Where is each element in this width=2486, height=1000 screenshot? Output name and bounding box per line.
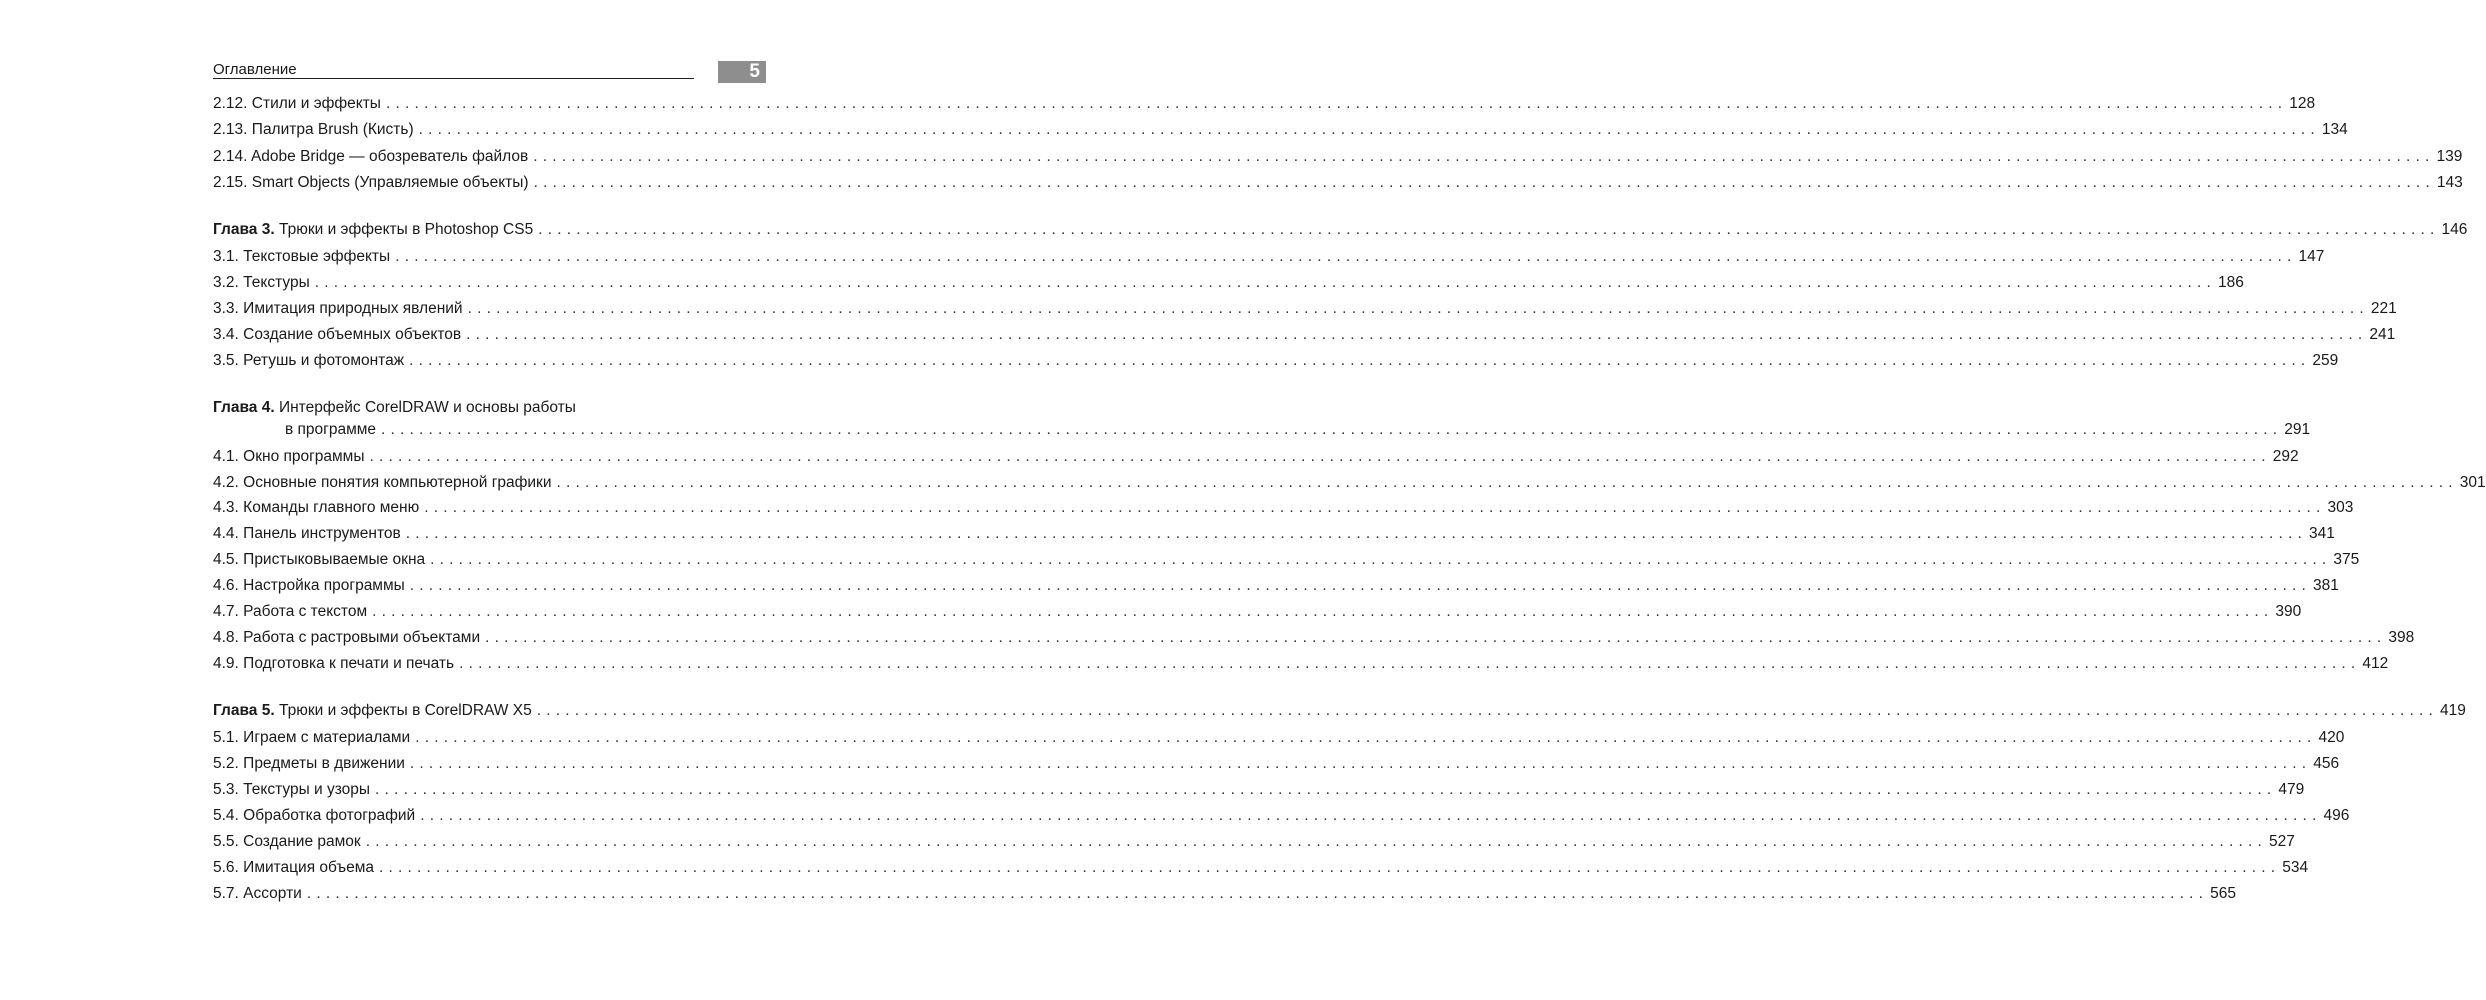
- toc-page-number: 419: [2439, 702, 2466, 719]
- toc-page-number: 303: [2327, 499, 2354, 516]
- toc-entry: [213, 247, 2325, 267]
- dot-leader: ........................................................................................................................................................................................................: [409, 755, 2312, 772]
- toc-entry-label: 2.14. Adobe Bridge — обозреватель файлов: [213, 148, 529, 165]
- dot-leader: ........................................................................................................................................................................................................: [378, 859, 2281, 876]
- toc-entry: [213, 602, 2302, 622]
- toc-chapter-label: Глава 5. Трюки и эффекты в CorelDRAW X5: [213, 702, 532, 719]
- toc-chapter-entry: [213, 398, 765, 418]
- toc-page-number: 375: [2333, 551, 2360, 568]
- toc-entry-label: 3.2. Текстуры: [213, 274, 310, 291]
- toc-page-number: 128: [2289, 95, 2316, 112]
- dot-leader: ........................................................................................................................................................................................................: [556, 474, 2458, 491]
- dot-leader: ........................................................................................................................................................................................................: [381, 421, 2283, 438]
- dot-leader: ........................................................................................................................................................................................................: [418, 121, 2320, 138]
- toc-entry-label: 4.4. Панель инструментов: [213, 525, 401, 542]
- toc-chapter-entry: [213, 220, 2468, 240]
- toc-page-number: 221: [2370, 300, 2397, 317]
- toc-entry: [213, 273, 2244, 293]
- toc-entry-label: 5.2. Предметы в движении: [213, 755, 405, 772]
- dot-leader: ........................................................................................................................................................................................................: [467, 300, 2369, 317]
- toc-page-number: 147: [2298, 248, 2325, 265]
- toc-entry-label: 4.6. Настройка программы: [213, 577, 405, 594]
- toc-page-number: 301: [2459, 474, 2486, 491]
- toc-entry-label: 4.2. Основные понятия компьютерной графики: [213, 474, 552, 491]
- toc-entry: [213, 147, 2463, 167]
- toc-entry: [213, 94, 2316, 114]
- toc-entry-label: 3.5. Ретушь и фотомонтаж: [213, 352, 405, 369]
- toc-entry-label: 3.4. Создание объемных объектов: [213, 326, 462, 343]
- dot-leader: ........................................................................................................................................................................................................: [538, 221, 2440, 238]
- toc-page-number: 146: [2441, 221, 2468, 238]
- toc-entry-label: 4.3. Команды главного меню: [213, 499, 420, 516]
- dot-leader: ........................................................................................................................................................................................................: [536, 702, 2438, 719]
- dot-leader: ........................................................................................................................................................................................................: [409, 352, 2311, 369]
- toc-chapter-label: Глава 4. Интерфейс CorelDRAW и основы работы: [213, 399, 576, 416]
- toc-page-number: 341: [2309, 525, 2335, 542]
- toc-page-number: 527: [2268, 833, 2295, 850]
- dot-leader: ........................................................................................................................................................................................................: [533, 174, 2435, 191]
- dot-leader: ........................................................................................................................................................................................................: [485, 629, 2387, 646]
- toc-page-number: 381: [2313, 577, 2339, 594]
- dot-leader: ........................................................................................................................................................................................................: [314, 274, 2216, 291]
- toc-page-number: 398: [2388, 629, 2415, 646]
- toc-page-number: 186: [2218, 274, 2244, 291]
- toc-entry-label: 5.4. Обработка фотографий: [213, 807, 416, 824]
- dot-leader: ........................................................................................................................................................................................................: [385, 95, 2288, 112]
- page-number-badge: 5: [718, 61, 766, 83]
- toc-page-number: 534: [2282, 859, 2309, 876]
- toc-page-number: 143: [2436, 174, 2463, 191]
- toc-entry-label: 2.15. Smart Objects (Управляемые объекты): [213, 174, 529, 191]
- toc-entry-label: 5.1. Играем с материалами: [213, 729, 411, 746]
- toc-page-number: 139: [2436, 148, 2463, 165]
- toc-entry-label: 4.1. Окно программы: [213, 448, 365, 465]
- toc-entry: [213, 550, 2360, 570]
- toc-chapter-entry-continuation: [285, 420, 2311, 440]
- dot-leader: ........................................................................................................................................................................................................: [424, 499, 2326, 516]
- toc-page-number: 456: [2313, 755, 2340, 772]
- toc-entry-label: 3.1. Текстовые эффекты: [213, 248, 391, 265]
- dot-leader: ........................................................................................................................................................................................................: [466, 326, 2368, 343]
- toc-entry: [213, 654, 2389, 674]
- toc-entry: [213, 780, 2305, 800]
- toc-chapter-entry: [213, 701, 2466, 721]
- toc-page-number: 496: [2323, 807, 2350, 824]
- toc-page-number: 390: [2275, 603, 2302, 620]
- toc-entry-label: 2.13. Палитра Brush (Кисть): [213, 121, 414, 138]
- toc-page-number: 420: [2318, 729, 2345, 746]
- toc-entry: [213, 473, 2486, 493]
- toc-entry: [213, 120, 2348, 140]
- toc-chapter-label: Глава 3. Трюки и эффекты в Photoshop CS5: [213, 221, 534, 238]
- toc-entry: [213, 832, 2295, 852]
- toc-entry: [213, 524, 2335, 544]
- toc-entry-label: 4.8. Работа с растровыми объектами: [213, 629, 481, 646]
- dot-leader: ........................................................................................................................................................................................................: [415, 729, 2317, 746]
- running-header-title: Оглавление: [213, 61, 297, 78]
- toc-entry: [213, 351, 2339, 371]
- dot-leader: ........................................................................................................................................................................................................: [533, 148, 2435, 165]
- toc-entry: [213, 728, 2345, 748]
- dot-leader: ........................................................................................................................................................................................................: [395, 248, 2297, 265]
- toc-chapter-label-continuation: в программе: [285, 421, 377, 438]
- toc-entry-label: 5.3. Текстуры и узоры: [213, 781, 371, 798]
- dot-leader: ........................................................................................................................................................................................................: [420, 807, 2322, 824]
- toc-page-number: 291: [2284, 421, 2311, 438]
- toc-page-number: 292: [2272, 448, 2299, 465]
- toc-entry: [213, 447, 2299, 467]
- toc-entry-label: 2.12. Стили и эффекты: [213, 95, 381, 112]
- dot-leader: ........................................................................................................................................................................................................: [430, 551, 2332, 568]
- toc-entry-label: 5.7. Ассорти: [213, 885, 302, 902]
- toc-page-number: 565: [2210, 885, 2236, 902]
- toc-page-number: 259: [2312, 352, 2339, 369]
- toc-page-number: 134: [2321, 121, 2348, 138]
- dot-leader: ........................................................................................................................................................................................................: [369, 448, 2271, 465]
- toc-entry-label: 4.9. Подготовка к печати и печать: [213, 655, 455, 672]
- toc-entry-label: 4.7. Работа с текстом: [213, 603, 368, 620]
- dot-leader: ........................................................................................................................................................................................................: [405, 525, 2308, 542]
- toc-entry: [213, 754, 2340, 774]
- header-rule: [213, 78, 694, 79]
- dot-leader: ........................................................................................................................................................................................................: [365, 833, 2267, 850]
- dot-leader: ........................................................................................................................................................................................................: [306, 885, 2209, 902]
- dot-leader: ........................................................................................................................................................................................................: [372, 603, 2274, 620]
- toc-entry: [213, 173, 2463, 193]
- toc-entry-label: 5.6. Имитация объема: [213, 859, 374, 876]
- toc-entry: [213, 858, 2309, 878]
- toc-page-number: 412: [2362, 655, 2389, 672]
- toc-entry: [213, 628, 2415, 648]
- toc-entry-label: 4.5. Пристыковываемые окна: [213, 551, 426, 568]
- dot-leader: ........................................................................................................................................................................................................: [459, 655, 2361, 672]
- toc-entry: [213, 806, 2350, 826]
- dot-leader: ........................................................................................................................................................................................................: [375, 781, 2277, 798]
- toc-entry: [213, 498, 2354, 518]
- toc-entry: [213, 884, 2236, 904]
- toc-page-number: 241: [2369, 326, 2396, 343]
- toc-page-number: 479: [2278, 781, 2305, 798]
- toc-entry: [213, 325, 2396, 345]
- toc-entry: [213, 299, 2397, 319]
- toc-entry-label: 5.5. Создание рамок: [213, 833, 361, 850]
- toc-entry-label: 3.3. Имитация природных явлений: [213, 300, 463, 317]
- dot-leader: ........................................................................................................................................................................................................: [409, 577, 2312, 594]
- toc-entry: [213, 576, 2339, 596]
